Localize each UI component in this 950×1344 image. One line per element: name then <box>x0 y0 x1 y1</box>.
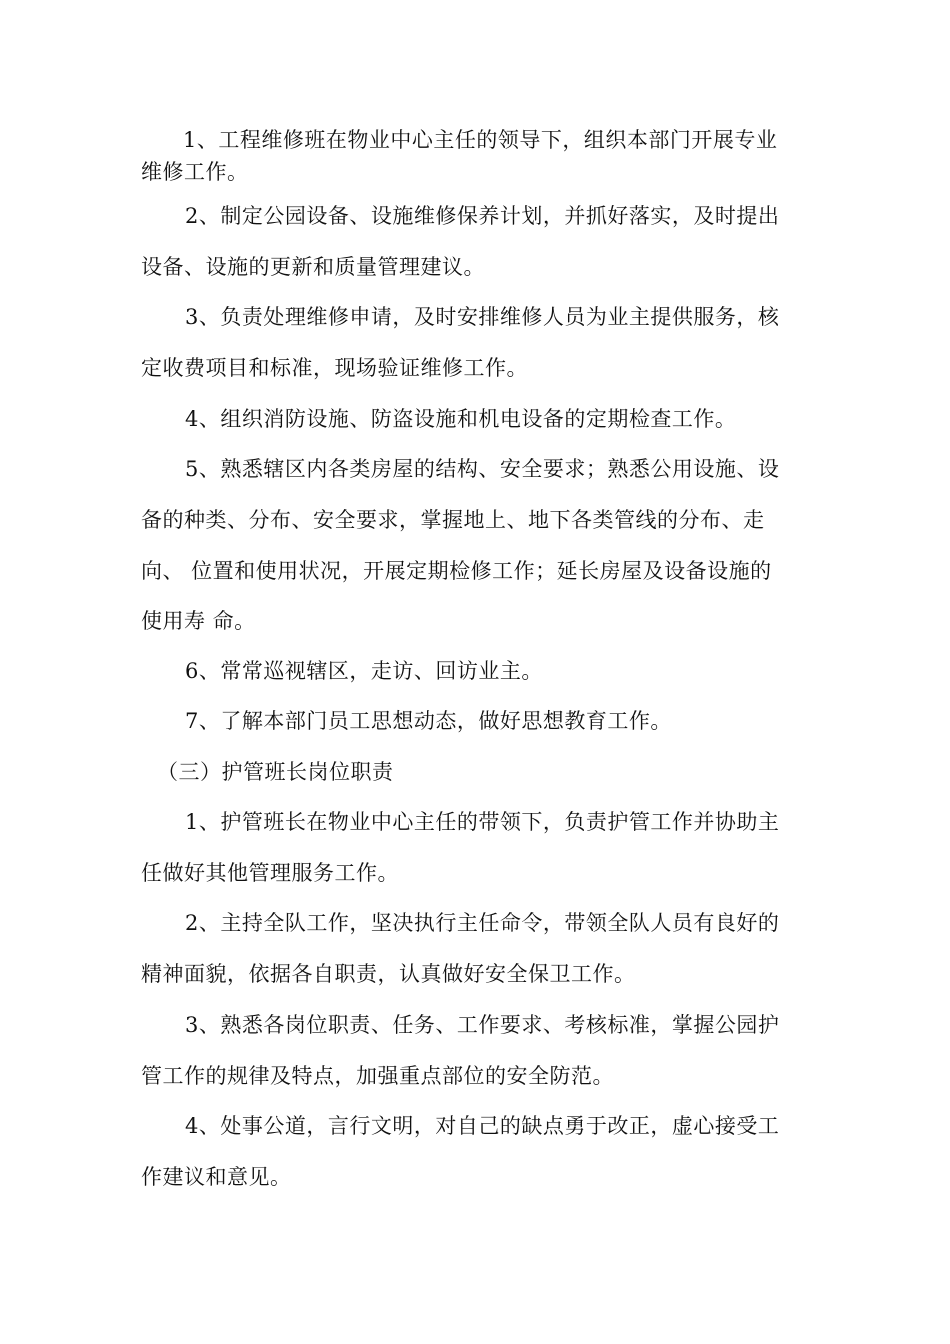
text-line: 管工作的规律及特点，加强重点部位的安全防范。 <box>141 1064 614 1088</box>
text-line: 1、工程维修班在物业中心主任的领导下，组织本部门开展专业 <box>183 128 778 152</box>
section-heading: （三）护管班长岗位职责 <box>157 760 394 784</box>
text-line: 定收费项目和标准，现场验证维修工作。 <box>141 356 528 380</box>
text-line: 设备、设施的更新和质量管理建议。 <box>141 255 485 279</box>
text-line: 3、负责处理维修申请，及时安排维修人员为业主提供服务，核 <box>185 305 780 329</box>
text-line: 1、护管班长在物业中心主任的带领下，负责护管工作并协助主 <box>185 810 780 834</box>
text-line: 5、熟悉辖区内各类房屋的结构、安全要求；熟悉公用设施、设 <box>185 457 780 481</box>
text-line: 2、制定公园设备、设施维修保养计划，并抓好落实，及时提出 <box>185 204 780 228</box>
text-line: 使用寿 命。 <box>141 609 256 633</box>
text-line: 4、处事公道，言行文明，对自己的缺点勇于改正，虚心接受工 <box>185 1114 780 1138</box>
text-line: 6、常常巡视辖区，走访、回访业主。 <box>185 659 543 683</box>
text-line: 备的种类、分布、安全要求，掌握地上、地下各类管线的分布、走 <box>141 508 765 532</box>
text-line: 向、 位置和使用状况，开展定期检修工作；延长房屋及设备设施的 <box>141 559 772 583</box>
text-line: 7、了解本部门员工思想动态，做好思想教育工作。 <box>185 709 672 733</box>
text-line: 作建议和意见。 <box>141 1165 292 1189</box>
text-line: 3、熟悉各岗位职责、任务、工作要求、考核标准，掌握公园护 <box>185 1013 780 1037</box>
text-line: 任做好其他管理服务工作。 <box>141 861 399 885</box>
text-line: 维修工作。 <box>141 160 249 184</box>
text-line: 精神面貌，依据各自职责，认真做好安全保卫工作。 <box>141 962 636 986</box>
text-line: 2、主持全队工作，坚决执行主任命令，带领全队人员有良好的 <box>185 911 780 935</box>
text-line: 4、组织消防设施、防盗设施和机电设备的定期检查工作。 <box>185 407 737 431</box>
